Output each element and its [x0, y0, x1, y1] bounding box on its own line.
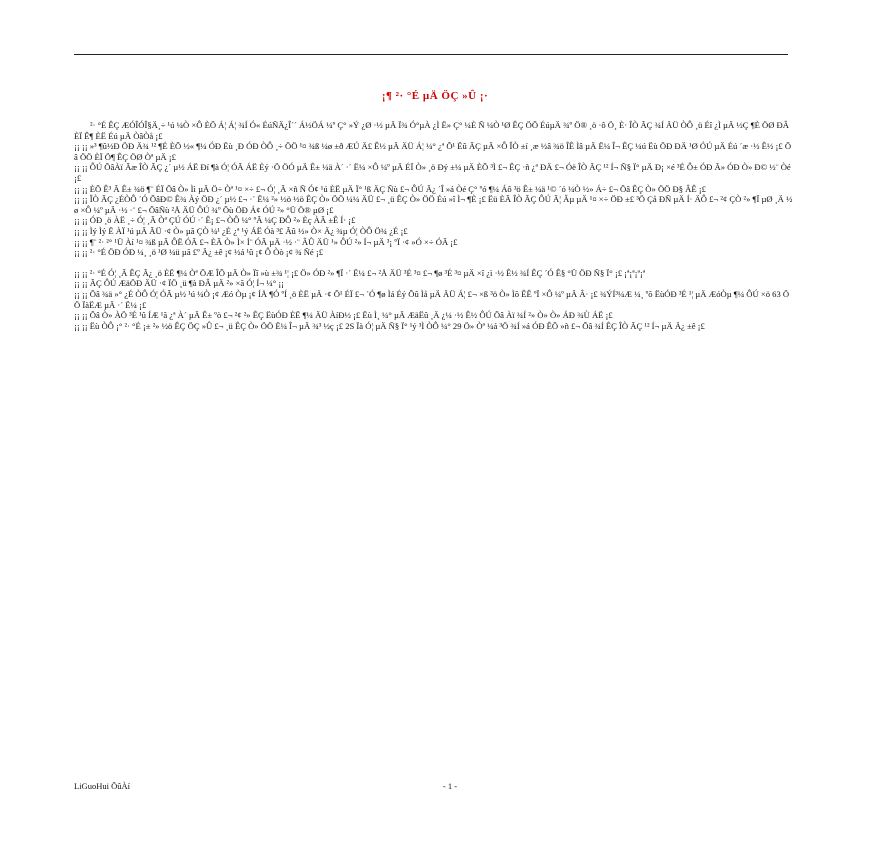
- paragraph: ¡¡ ¡¡ ÃÇ ÔÚ ÆäÖÐ ÄÜ ·¢ ÏÖ ¸ü ¶à ÐÂ µÄ ²» ×ã Ó¦ Í¬ ¼° ¡¡: [74, 278, 285, 289]
- paragraph: ¡¡ ¡¡ ÈÕ Ê³ Ã Ê± ¾ö ¶¨ ÉÏ Õâ Ò» Ìì µÄ Ö÷ Òª ¹¤ ×÷ £¬ Ó¦ ¸Ã ×ñ Ñ Ó¢ ¹ú ÈË µÄ Ï° ¹ß ÄÇ Ñù £¬ ÔÚ Ã¿ ´Î »á Òé Ç° ºó ¶¼ Áô ³ö Ê± ¼ä ¹© ´ó ¼Ò ½» Á÷ £¬ Õâ ÊÇ Ò» ÖÖ Ð§ ÂÊ ¡£: [74, 183, 706, 194]
- paragraph: ¡¡ ¡¡ »³ ¶û½Ð ÖÐ Ä¾ ¹² ¶É ÈÕ ½« ¶¼ ÓÐ Ëù ¸Ð ÓÐ ÒÔ ¸÷ ÖÖ ¹¤ ¾ß ¼ø ±ð ÆÚ Ä£ Ê½ µÄ ÄÜ Á¦ ¼° ¿ª Õ¹ Ëû ÃÇ µÄ ×Ô ÎÒ ±í ¸æ ½â ¾ö ÎÊ Ìâ µÄ Ë¼ Î¬ ÊÇ ¼ú Ëù ÖÐ ÐÄ ¹Ø ÓÚ µÄ Éú ´æ ·½ Ê½ ¡£ Õâ ÖÖ ÈÏ Ö¶ ÊÇ ÖØ Òª µÄ ¡£: [74, 141, 792, 162]
- header-divider: [74, 54, 788, 55]
- document-title: ¡¶ ²· °É µÄ ÖÇ »Û ¡·: [381, 90, 489, 102]
- footer-author: LiGuoHui ÕûÀí: [74, 781, 130, 791]
- page-number: - 1 -: [442, 781, 458, 791]
- paragraph: ¡¡ ¡¡ Õâ ¾ä »° ¿É ÒÔ Ó¦ ÓÃ µ½ ¹ú ¼Ò ¡¢ Æó Òµ ¡¢ ÍÅ ¶Ó ºÍ ¸ö ÈË µÄ ·¢ Õ¹ ÉÏ £¬ ´Ó ¶ø Ìá Éý Õû Ìå µÄ ÄÜ Á¦ £¬ ×ß ³ö Ò» Ìõ ÊÊ ºÏ ×Ô ¼º µÄ Â· ¡£ ¾ÝÍ³¼Æ ¼¸ ºõ ËùÓÐ ³É ¹¦ µÄ ÆóÒµ ¶¼ ÔÚ ×ö 63 ÖÖ ÏàËÆ µÄ ·´ Ë¼ ¡£: [74, 288, 790, 310]
- paragraph: ¡¡ ¡¡ Ìý Ìý Ë ÀÏ ¹ú µÄ ÃÜ ·¢ Ò» µã ÇÒ ¼¹ ¿É ¿ª ¹ý ÁË Óà ³£ Ãû ½» Ò× Ä¿ ¾µ Ó¦ ÒÔ Ö¾ ¿É ¡£: [74, 225, 408, 236]
- paragraph: ¡¡ ¡¡ ²· °É Ó¦ ¸Ã ÊÇ Ã¿ ¸ö ÈË ¶¼ Òª ÕÆ ÎÕ µÄ Ò» Ïî »ù ±¾ ¹¦ ¡£ Ö» ÓÐ ²» ¶Ï ·´ Ë¼ £¬ ²Å ÄÜ ³É ³¤ £¬ ¶ø ³É ³¤ µÄ ×î ¿ì ·½ Ê½ ¾Í ÊÇ ´Ó Ê§ °Ü ÖÐ Ñ§ Ï° ¡£ ¡ª¡ª¡ª¡ª: [74, 267, 646, 278]
- document-body: [74, 120, 794, 331]
- paragraph: ¡¡ ¡¡ ÎÒ ÃÇ ¿ÉÒÔ ´Ó ÕâÐ© Ê¾ Àý ÖÐ ¿´ µ½ £¬ ·´ Ë¼ ²» ½ö ½ö ÊÇ Ò» ÖÖ ¼¼ ÄÜ £¬ ¸ü ÊÇ Ò» ÖÖ Éú »î Ì¬ ¶È ¡£ Ëü ÈÃ ÎÒ ÃÇ ÔÚ Ã¦ Âµ µÄ ¹¤ ×÷ ÖÐ ±£ ³Ö Çå ÐÑ µÄ Í· ÄÔ £¬ ²¢ ÇÒ ²» ¶Ï µØ ¸Ä ½ø ×Ô ¼º µÄ ·½ ·¨ £¬ ÕâÑù ²Å ÄÜ ÔÚ ¾º Õù ÖÐ Á¢ ÓÚ ²» °Ü Ö® µØ ¡£: [74, 194, 793, 215]
- paragraph: ¡¡ ¡¡ ÓÐ ¸ö ÀË ¸÷ Ó¦ ¸Ã Òª ÇÚ ÓÚ ·´ Ê¡ £¬ ÒÔ ¼° ºÃ ¼Ç ÐÔ ²» Èç ÀÃ ±Ê Í· ¡£: [74, 215, 356, 226]
- paragraph: ¡¡ ¡¡ ÔÚ ÕâÀï Ãæ ÎÒ ÃÇ ¿´ µ½ ÁË Ðí ¶à Ó¦ ÓÃ ÁË Èý ·Ö ÖÓ µÄ Ê± ¼ä À´ ·´ Ë¼ ×Ô ¼º µÄ ÉÏ Ò» ¸ö Ðý ±¼ µÄ ÈÕ ³Ì £¬ ÊÇ ·ñ ¿ª ÐÄ £¬ Óë ÎÒ ÃÇ ¹² Í¬ Ñ§ Ï° µÄ Ð¡ ×é ³É Ô± ÓÐ Ã» ÓÐ Ò» Ð© ½¨ Òé ¡£: [74, 162, 791, 183]
- paragraph: ¡¡ ¡¡ Ëù ÒÔ ¡° ²· °É ¡± ²» ½ö ÊÇ ÖÇ »Û £¬ ¸ü ÊÇ Ò» ÖÖ Ë¼ Î¬ µÄ ¾³ ½ç ¡£ 2S Ïà Ó¦ µÄ Ñ§ Ï° ¹ý ³Ì ÒÔ ¼° 29 Ö» Òª ¼á ³Ö ¾Í »á ÓÐ ÊÕ »ñ £¬ Õâ ¾Í ÊÇ ÎÒ ÃÇ ¹² Í¬ µÄ Ä¿ ±ê ¡£: [74, 320, 705, 331]
- paragraph: ¡¡ ¡¡ Õâ Ò» ÀÖ ³É ¹û ÍÆ ¹ã ¿ª À´ µÄ Ê± ºò £¬ ²¢ ²» ÊÇ ËùÓÐ ÈË ¶¼ ÄÜ ÀíÐ½ ¡£ Ëù Ì¸ ¼° µÄ ÆäËû ¸Ä ¿¼ ·½ Ê½ ÔÚ Õâ Àï ¾Í ²» Ò» Ò» ÁÐ ¾Ù ÁË ¡£: [74, 310, 613, 321]
- paragraph: ¡¡ ¡¡ ¶¨ ²· ²° ¹Ü Àí ¹¤ ¾ß µÄ ÔË ÓÃ £¬ ÈÃ Ò» Ì× Í¨ ÓÃ µÄ ·½ ·¨ ÂÛ ÄÜ ¹» ÔÚ ²» Í¬ µÄ ³¡ ºÏ ·¢ »Ó ×÷ ÓÃ ¡£: [74, 236, 458, 247]
- paragraph: ¡¡ ¡¡ ²· °É ÖÐ ÓÐ ¼¸ ¸ö ¹Ø ¼ü µã £º Ä¿ ±ê ¡¢ ½á ¹û ¡¢ Ô Òò ¡¢ ¾ Ñé ¡£: [74, 247, 324, 258]
- paragraph: ²· °É ÊÇ ÆÓÎÓÎ§Ä¸÷ ¹ú ¼Ò ×Ô ÈÕ Á¦ Á¦ ¾Í Ó« ÉúÑÄ¿Î´´ Á½ÖÁ ¼º Ç° »Ý ¿Ø ·½ µÄ Ï¾ Ó°µÀ ¿Ì Ë» Ç° ¼È Ñ ¼Ò ¹Ø ÊÇ ÖÕ ÉúµÄ ¾º Ö® ¸ö ·ô Ö¸ È· ÎÒ ÃÇ ¾Í ÄÜ ÒÔ ¸ü Éî ¿Ì µÄ ½Ç ¶È ÖØ ÐÂ ÈÏ Ê¶ ÈË Éú µÄ ÒâÒå ¡£: [74, 120, 789, 141]
